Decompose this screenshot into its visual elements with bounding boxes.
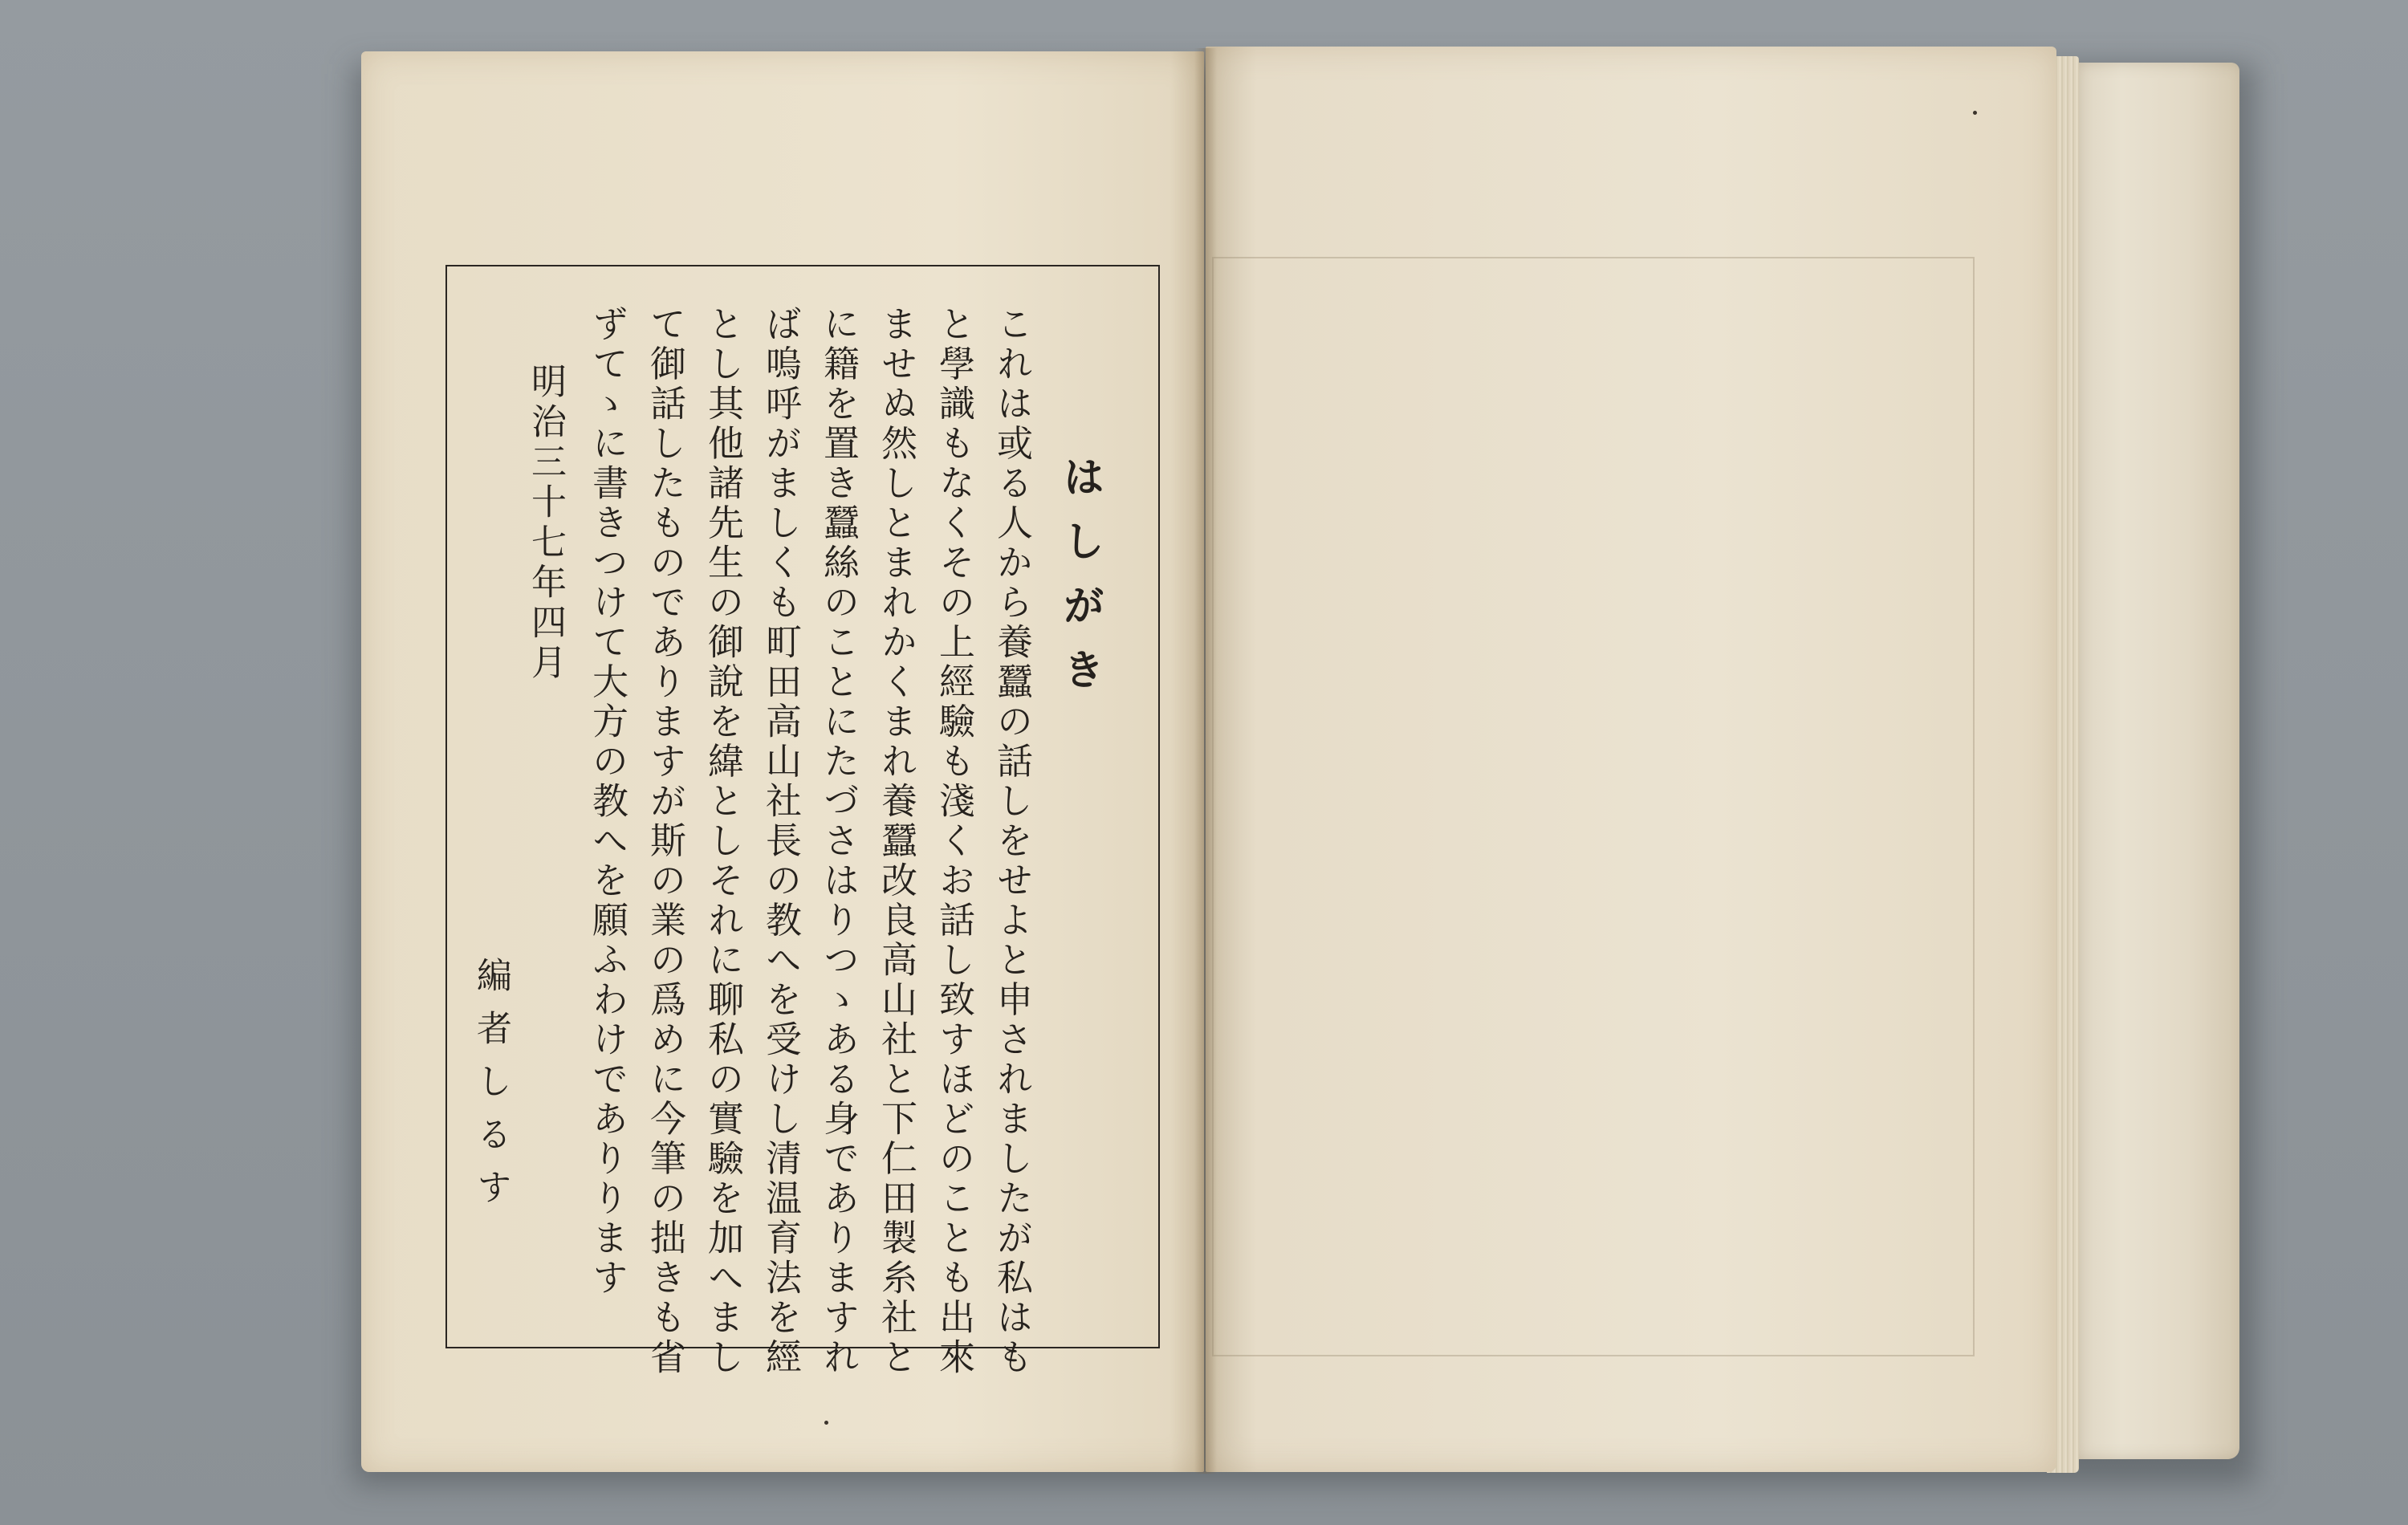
preface-title: はしがき — [1056, 455, 1104, 712]
body-line-4: に籍を置き蠶絲のことにたづさはりつゝある身でありますれ — [817, 305, 860, 1378]
signature-line: 編者しるす — [470, 957, 511, 1222]
body-line-7: て御話したものでありますが斯の業の爲めに今筆の拙きも省 — [644, 305, 686, 1378]
bleed-through-text — [1681, 307, 1732, 346]
body-line-3: ませぬ然しとまれかくまれ養蠶改良高山社と下仁田製糸社と — [875, 305, 917, 1378]
paper-speck — [824, 1421, 828, 1425]
body-line-8: ずてゝに書きつけて大方の教へを願ふわけでありります — [586, 305, 628, 1299]
date-line: 明治三十七年四月 — [525, 363, 566, 684]
bleed-through-frame — [1212, 257, 1975, 1356]
body-line-5: ば嗚呼がましくも町田高山社長の教へを受けし清温育法を經 — [759, 305, 802, 1378]
body-line-6: とし其他諸先生の御說を緯としそれに聊私の實驗を加へまし — [702, 305, 744, 1378]
book-cover-edge — [2071, 63, 2239, 1459]
paper-speck — [1973, 111, 1977, 115]
preface-frame — [445, 265, 1160, 1378]
body-line-2: と學識もなくその上經驗も淺くお話し致すほどのことも出來 — [933, 305, 975, 1378]
body-line-1: これは或る人から養蠶の話しをせよと申されましたが私はも — [990, 305, 1033, 1378]
